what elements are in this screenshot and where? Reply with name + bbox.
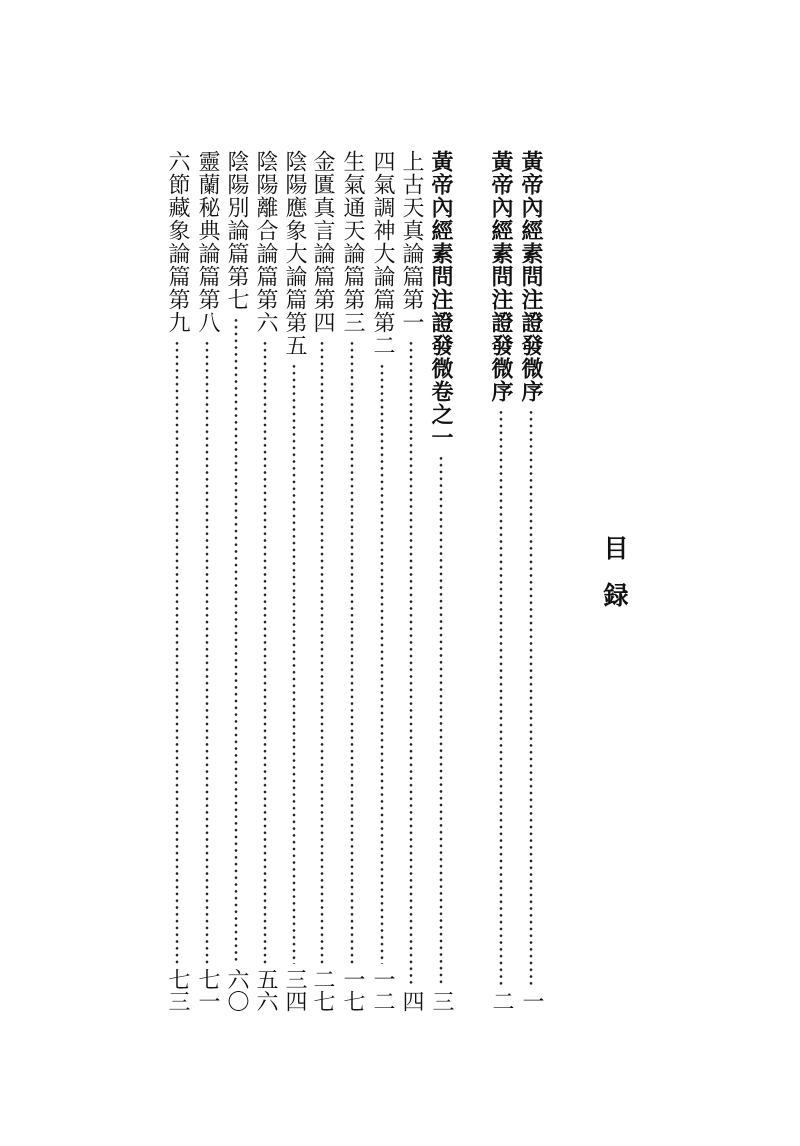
toc-entry-title: 上古天真論篇第一 (399, 150, 424, 334)
toc-entry (250, 150, 280, 1012)
toc-entry-title: 四氣調神大論篇第二 (370, 150, 395, 357)
dot-leader (263, 340, 267, 964)
toc-entry-title: 金匱真言論篇第四 (310, 150, 335, 334)
toc-entry-page: 二七 (310, 968, 335, 1012)
toc-entry-title: 陰陽別論篇第七 (224, 150, 249, 311)
dot-leader (529, 409, 533, 986)
toc-entry-title: 黃帝內經素問注證發微序 (518, 150, 544, 403)
toc-entry (367, 150, 397, 1012)
toc-entry (486, 150, 516, 1012)
toc-entry-title: 六節藏象論篇第九 (165, 150, 190, 334)
toc-entry-page: 一二 (370, 968, 395, 1012)
toc-entry-page: 三四 (282, 968, 307, 1012)
dot-leader (175, 340, 179, 964)
toc-entry-page: 五六 (253, 968, 278, 1012)
dot-leader (234, 317, 238, 964)
toc-entry (279, 150, 309, 1012)
toc-entry-page: 三 (429, 990, 454, 1012)
dot-leader (439, 455, 443, 986)
contents-heading: 目録 (600, 535, 629, 629)
dot-leader (409, 340, 413, 986)
dot-leader (350, 340, 354, 964)
toc-entry-page: 七三 (165, 968, 190, 1012)
toc-entry (396, 150, 426, 1012)
toc-entry-page: 七一 (195, 968, 220, 1012)
toc-entry-title: 黃帝內經素問注證發微序 (488, 150, 514, 403)
toc-entry (337, 150, 367, 1012)
dot-leader (499, 409, 503, 986)
toc-entry-page: 六〇 (224, 968, 249, 1012)
toc-entry-title: 生氣通天論篇第三 (340, 150, 365, 334)
dot-leader (205, 340, 209, 964)
toc-entry-page: 四 (399, 990, 424, 1012)
toc-entry (192, 150, 222, 1012)
toc-entry-page: 一七 (340, 968, 365, 1012)
toc-entry-title: 靈蘭秘典論篇第八 (195, 150, 220, 334)
toc-entry-page: 一 (519, 990, 544, 1012)
toc-entry (221, 150, 251, 1012)
toc-entry (162, 150, 192, 1012)
toc-entry-title: 陰陽離合論篇第六 (253, 150, 278, 334)
toc-entry (307, 150, 337, 1012)
toc-entry (426, 150, 456, 1012)
dot-leader (320, 340, 324, 964)
dot-leader (380, 363, 384, 964)
toc-entry-title: 黃帝內經素問注證發微卷之一 (428, 150, 454, 449)
toc-entry-page: 二 (489, 990, 514, 1012)
toc-entry-title: 陰陽應象大論篇第五 (282, 150, 307, 357)
toc-entry (516, 150, 546, 1012)
dot-leader (292, 363, 296, 964)
